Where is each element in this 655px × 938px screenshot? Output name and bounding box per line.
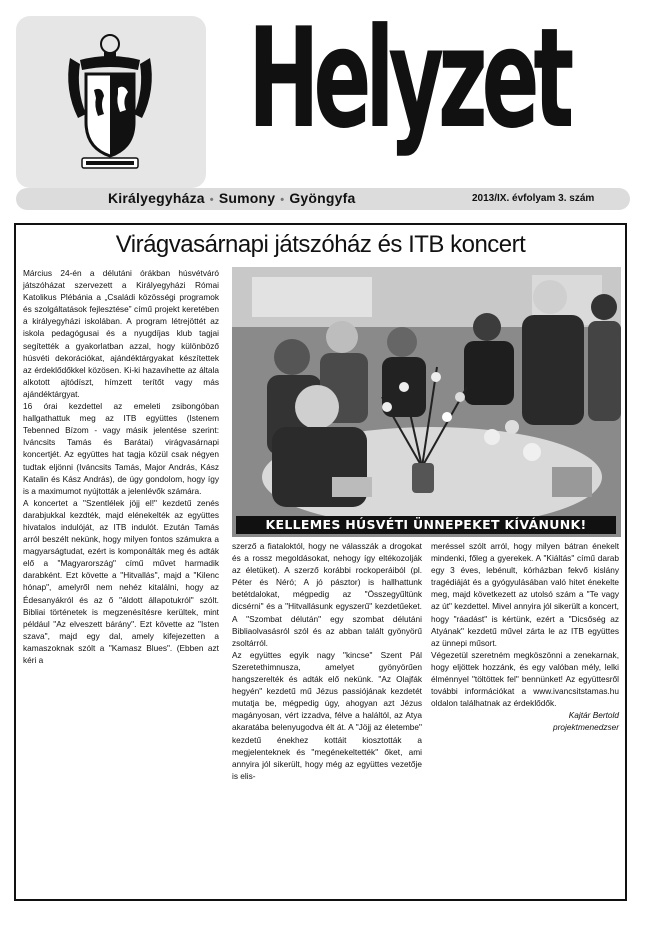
paragraph: A koncertet a "Szentlélek jöjj el!" kezdetű zenés darabjukkal kezdték, majd elénekelték az együttes hivatalos indulóját, az ITB indulót. Ezután Tamás arról beszélt nekünk, hogy milyen fontos számukra a magyarságtudat, ezért is komponálták meg és adták elő a "Magyarország" című művet harmadik darabként. Ezt követte a "Hitvallás", majd a "Kilenc hónap", amelyről nem nehéz kitalálni, hogy az Édesanyákról és az ő "áldott állapotukról" szólt. Bibliai történetek is megzenésítésre kerültek, mint például "Az elveszett bárány". Ezt követte az "Isten szava", majd egy dal, amely kifejezetten a kamaszoknak szólt a "Kamasz Blues". (Ebben azt kéri a	[23, 497, 219, 665]
separator-dot-icon: •	[280, 194, 285, 206]
place-name: Királyegyháza	[108, 190, 205, 206]
crest-panel	[16, 16, 206, 188]
separator-dot-icon: •	[209, 194, 214, 206]
paragraph: meréssel szólt arról, hogy milyen bátran énekelt mindenki, főleg a gyerekek. A "Kiáltás" című darab egy 3 éves, lebénult, kórházban fekvő kislány tragédiáját és a gyógyulásában való hitet énekelte meg, majd következett az utolsó szám a "Te vagy az út" kezdettel. Mivel annyira jól sikerült a koncert, hogy "ráadást" is kértünk, ezért a "Dicsőség az Atyának" kezdetű művel zárta le az ITB együttes az ünnepi műsort.	[431, 541, 619, 648]
photo-caption: KELLEMES HÚSVÉTI ÜNNEPEKET KÍVÁNUNK!	[236, 516, 616, 534]
place-names	[108, 190, 356, 206]
signature-role: projektmenedzser	[553, 722, 619, 733]
place-name: Sumony	[218, 190, 276, 206]
newspaper-title: Helyzet	[248, 0, 569, 159]
event-photo	[232, 267, 621, 537]
signature-name: Kajtár Bertold	[568, 710, 619, 721]
place-name: Gyöngyfa	[289, 190, 356, 206]
article-column-2	[232, 540, 422, 782]
article-column-3	[431, 540, 619, 734]
article-headline: Virágvasárnapi játszóház és ITB koncert	[115, 231, 526, 258]
coat-of-arms-icon	[60, 30, 160, 180]
paragraph: Március 24-én a délutáni órákban húsvétváró játszóházat szervezett a Királyegyházi Római Katolikus Plébánia a „Családi közösségi programok és szolgáltatások fejlesztése” című projekt keretében a királyegyházi iskolában. A program létrejöttét az iskola pedagógusai és a nyugdíjas klub tagjai segítették a gyakorlatban azzal, hogy különböző húsvéti dekorációkat, ajándéktárgyakat készítettek az érdeklődőkkel közösen. Ki-ki hazavihette az általa alkotott ajtódíszt, hímzett terítőt vagy más ajándéktárgyat.	[23, 268, 219, 399]
masthead	[0, 0, 655, 215]
photo-illustration	[232, 267, 621, 537]
article-frame	[14, 223, 627, 901]
article-column-1	[23, 267, 219, 666]
paragraph: szerző a fiataloktól, hogy ne válasszák a drogokat és a rossz megoldásokat, nehogy így eltékozolják az életüket). A szerző korábbi rockoperáiból (pl. Péter és Néró; A jó pásztor) is hallhattunk betétdalokat, mégpedig az "Összegyűltünk dicsérni" és a "Hitvallásunk egyszerű" kezdetűeket. A "Szombat délután" egy szombat délutáni Bibliaolvasásról szól és az abban talált gyönyörű zsoltárról.	[232, 541, 422, 648]
issue-number: 2013/IX. évfolyam 3. szám	[472, 193, 595, 204]
paragraph: Végezetül szeretném megköszönni a zenekarnak, hogy eljöttek hozzánk, és egy valóban mély, lelki élménnyel "töltöttek fel" bennünket! Az együttesről további információkat a www.ivancsitstamas.hu oldalon találhatnak az érdeklődők.	[431, 649, 619, 709]
paragraph: Az együttes egyik nagy "kincse" Szent Pál Szeretethimnusza, amelyet gyönyörűen hangszerelték és adták elő nekünk. "Az Olajfák hegyén" kezdetű mű Jézus passiójának kezdetét mutatja be, mégpedig úgy, ahogyan azt Jézus magányosan, vért izzadva, félve a haláltól, az Atya akaratába belenyugodva élt át. A "Jöjj az életembe" kezdetű énekhez kottáit kiosztották a megjelenteknek és "megénekeltették" őket, ami annyira jól sikerült, hogy még az együttes vezetője is elis-	[232, 649, 422, 781]
paragraph: 16 órai kezdettel az emeleti zsibongóban hallgathattuk meg az ITB együttes (Istenem Tebenned Bízom - vagy másik jelentése szerint: Iváncsits Tamás és Barátai) virágvasárnapi koncertjét. Az együttes hat tagja közül csak négyen tudtak eljönni (Iváncsits Tamás, Major András, Kász Katalin és Kász András), de úgy gondolom, hogy így is a maximumot nyújtották a jelenlévők számára.	[23, 401, 219, 496]
